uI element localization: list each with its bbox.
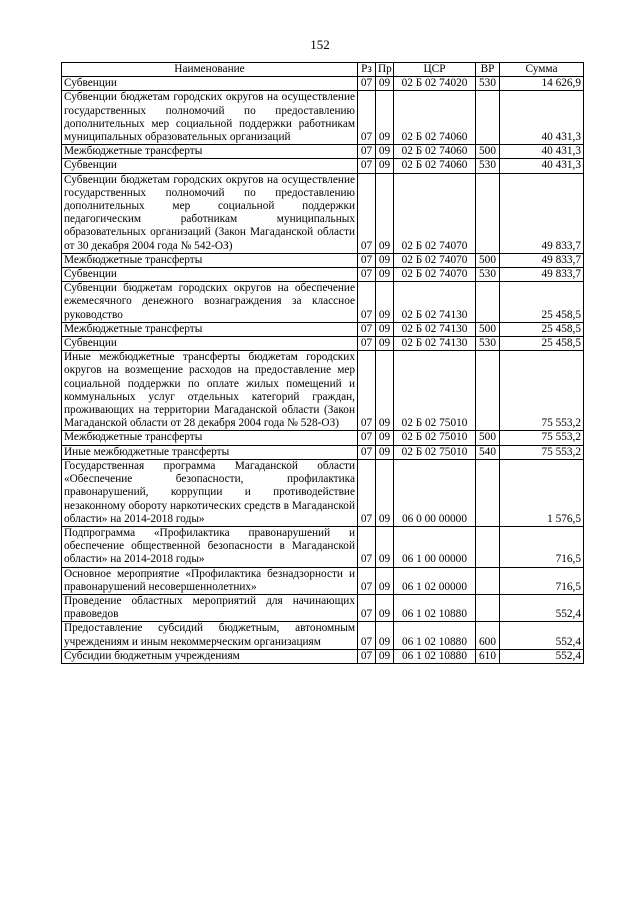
cell-vr: 530 xyxy=(476,268,500,282)
cell-vr xyxy=(476,594,500,621)
cell-pr: 09 xyxy=(376,622,394,649)
cell-pr: 09 xyxy=(376,337,394,351)
cell-pr: 09 xyxy=(376,159,394,173)
cell-csr: 02 Б 02 75010 xyxy=(394,445,476,459)
cell-name: Субвенции xyxy=(62,337,358,351)
cell-vr: 500 xyxy=(476,253,500,267)
cell-rz: 07 xyxy=(358,145,376,159)
table-row xyxy=(62,649,584,663)
table-row xyxy=(62,594,584,621)
cell-sum: 552,4 xyxy=(500,649,584,663)
cell-name: Субсидии бюджетным учреждениям xyxy=(62,649,358,663)
cell-name: Межбюджетные трансферты xyxy=(62,322,358,336)
cell-csr: 02 Б 02 75010 xyxy=(394,431,476,445)
cell-pr: 09 xyxy=(376,253,394,267)
header-sum: Сумма xyxy=(500,63,584,77)
cell-pr: 09 xyxy=(376,594,394,621)
cell-sum: 40 431,3 xyxy=(500,91,584,145)
cell-vr: 530 xyxy=(476,77,500,91)
cell-rz: 07 xyxy=(358,159,376,173)
cell-name: Субвенции xyxy=(62,77,358,91)
cell-name: Субвенции бюджетам городских округов на обеспечение ежемесячного денежного вознаграждения за классное руководство xyxy=(62,282,358,323)
cell-rz: 07 xyxy=(358,173,376,253)
cell-vr xyxy=(476,282,500,323)
table-row xyxy=(62,268,584,282)
page-number: 152 xyxy=(310,37,330,52)
cell-pr: 09 xyxy=(376,431,394,445)
table-row xyxy=(62,91,584,145)
cell-rz: 07 xyxy=(358,322,376,336)
cell-csr: 06 1 02 10880 xyxy=(394,622,476,649)
header-rz: Рз xyxy=(358,63,376,77)
cell-vr: 500 xyxy=(476,322,500,336)
table-row xyxy=(62,322,584,336)
header-pr: Пр xyxy=(376,63,394,77)
cell-sum: 75 553,2 xyxy=(500,431,584,445)
table-row xyxy=(62,526,584,567)
cell-vr: 530 xyxy=(476,337,500,351)
table-row xyxy=(62,159,584,173)
table-row xyxy=(62,351,584,431)
cell-sum: 716,5 xyxy=(500,526,584,567)
cell-name: Субвенции бюджетам городских округов на осуществление государственных полномочий по предоставлению дополнительных мер социальной поддержки работникам муниципальных образовательных организаций xyxy=(62,91,358,145)
table-row xyxy=(62,253,584,267)
table-row xyxy=(62,431,584,445)
cell-pr: 09 xyxy=(376,282,394,323)
cell-rz: 07 xyxy=(358,445,376,459)
table-header-row xyxy=(62,63,584,77)
cell-csr: 06 0 00 00000 xyxy=(394,459,476,526)
cell-sum: 40 431,3 xyxy=(500,145,584,159)
cell-vr: 600 xyxy=(476,622,500,649)
cell-csr: 02 Б 02 74020 xyxy=(394,77,476,91)
cell-sum: 25 458,5 xyxy=(500,282,584,323)
cell-vr: 500 xyxy=(476,145,500,159)
table-row xyxy=(62,173,584,253)
cell-rz: 07 xyxy=(358,622,376,649)
cell-pr: 09 xyxy=(376,268,394,282)
cell-vr: 530 xyxy=(476,159,500,173)
cell-pr: 09 xyxy=(376,526,394,567)
cell-name: Проведение областных мероприятий для начинающих правоведов xyxy=(62,594,358,621)
cell-csr: 02 Б 02 74130 xyxy=(394,322,476,336)
cell-name: Основное мероприятие «Профилактика безнадзорности и правонарушений несовершеннолетних» xyxy=(62,567,358,594)
cell-csr: 02 Б 02 74130 xyxy=(394,337,476,351)
cell-vr xyxy=(476,351,500,431)
cell-vr xyxy=(476,459,500,526)
cell-rz: 07 xyxy=(358,268,376,282)
cell-pr: 09 xyxy=(376,322,394,336)
cell-sum: 49 833,7 xyxy=(500,268,584,282)
header-csr: ЦСР xyxy=(394,63,476,77)
cell-name: Субвенции xyxy=(62,159,358,173)
cell-rz: 07 xyxy=(358,526,376,567)
table-row xyxy=(62,459,584,526)
cell-sum: 40 431,3 xyxy=(500,159,584,173)
cell-pr: 09 xyxy=(376,351,394,431)
cell-pr: 09 xyxy=(376,77,394,91)
cell-sum: 552,4 xyxy=(500,594,584,621)
cell-csr: 02 Б 02 74060 xyxy=(394,91,476,145)
cell-rz: 07 xyxy=(358,337,376,351)
cell-csr: 02 Б 02 74070 xyxy=(394,268,476,282)
cell-name: Иные межбюджетные трансферты бюджетам городских округов на возмещение расходов на предоставление мер социальной поддержки по оплате жилых помещений и коммунальных услуг отдельных категорий граждан, проживающих на территории Магаданской области (Закон Магаданской области от 28 декабря 2004 года № 528-ОЗ) xyxy=(62,351,358,431)
header-vr: ВР xyxy=(476,63,500,77)
cell-rz: 07 xyxy=(358,351,376,431)
cell-csr: 02 Б 02 74060 xyxy=(394,145,476,159)
cell-pr: 09 xyxy=(376,567,394,594)
cell-sum: 14 626,9 xyxy=(500,77,584,91)
cell-sum: 25 458,5 xyxy=(500,337,584,351)
cell-csr: 02 Б 02 74070 xyxy=(394,253,476,267)
cell-pr: 09 xyxy=(376,173,394,253)
cell-vr xyxy=(476,91,500,145)
cell-rz: 07 xyxy=(358,431,376,445)
cell-rz: 07 xyxy=(358,649,376,663)
budget-table xyxy=(61,62,584,664)
cell-csr: 06 1 00 00000 xyxy=(394,526,476,567)
cell-csr: 02 Б 02 74130 xyxy=(394,282,476,323)
table-row xyxy=(62,337,584,351)
table-row xyxy=(62,77,584,91)
cell-vr: 540 xyxy=(476,445,500,459)
cell-name: Государственная программа Магаданской области «Обеспечение безопасности, профилактика правонарушений, коррупции и противодействие незаконному обороту наркотических средств в Магаданской области» на 2014-2018 годы» xyxy=(62,459,358,526)
cell-sum: 75 553,2 xyxy=(500,351,584,431)
cell-rz: 07 xyxy=(358,77,376,91)
cell-pr: 09 xyxy=(376,459,394,526)
header-name: Наименование xyxy=(62,63,358,77)
cell-sum: 49 833,7 xyxy=(500,253,584,267)
table-row xyxy=(62,282,584,323)
cell-name: Субвенции xyxy=(62,268,358,282)
cell-sum: 552,4 xyxy=(500,622,584,649)
table-row xyxy=(62,622,584,649)
cell-vr xyxy=(476,173,500,253)
cell-name: Межбюджетные трансферты xyxy=(62,253,358,267)
cell-csr: 06 1 02 10880 xyxy=(394,594,476,621)
cell-sum: 75 553,2 xyxy=(500,445,584,459)
cell-name: Подпрограмма «Профилактика правонарушений и обеспечение общественной безопасности в Магаданской области» на 2014-2018 годы» xyxy=(62,526,358,567)
cell-pr: 09 xyxy=(376,649,394,663)
cell-rz: 07 xyxy=(358,459,376,526)
cell-vr: 610 xyxy=(476,649,500,663)
cell-name: Предоставление субсидий бюджетным, автономным учреждениям и иным некоммерческим организациям xyxy=(62,622,358,649)
cell-name: Иные межбюджетные трансферты xyxy=(62,445,358,459)
cell-rz: 07 xyxy=(358,594,376,621)
cell-name: Межбюджетные трансферты xyxy=(62,431,358,445)
cell-csr: 02 Б 02 74060 xyxy=(394,159,476,173)
cell-name: Межбюджетные трансферты xyxy=(62,145,358,159)
cell-csr: 06 1 02 10880 xyxy=(394,649,476,663)
table-row xyxy=(62,445,584,459)
table-row xyxy=(62,145,584,159)
cell-sum: 49 833,7 xyxy=(500,173,584,253)
cell-vr xyxy=(476,567,500,594)
cell-sum: 1 576,5 xyxy=(500,459,584,526)
cell-vr xyxy=(476,526,500,567)
table-row xyxy=(62,567,584,594)
cell-rz: 07 xyxy=(358,567,376,594)
cell-rz: 07 xyxy=(358,282,376,323)
cell-vr: 500 xyxy=(476,431,500,445)
cell-csr: 06 1 02 00000 xyxy=(394,567,476,594)
cell-csr: 02 Б 02 74070 xyxy=(394,173,476,253)
cell-pr: 09 xyxy=(376,145,394,159)
cell-name: Субвенции бюджетам городских округов на осуществление государственных полномочий по предоставлению дополнительных мер социальной поддержки педагогическим работникам муниципальных образовательных организаций (Закон Магаданской области от 30 декабря 2004 года № 542-ОЗ) xyxy=(62,173,358,253)
cell-sum: 25 458,5 xyxy=(500,322,584,336)
cell-pr: 09 xyxy=(376,91,394,145)
cell-pr: 09 xyxy=(376,445,394,459)
cell-rz: 07 xyxy=(358,91,376,145)
cell-csr: 02 Б 02 75010 xyxy=(394,351,476,431)
cell-sum: 716,5 xyxy=(500,567,584,594)
cell-rz: 07 xyxy=(358,253,376,267)
